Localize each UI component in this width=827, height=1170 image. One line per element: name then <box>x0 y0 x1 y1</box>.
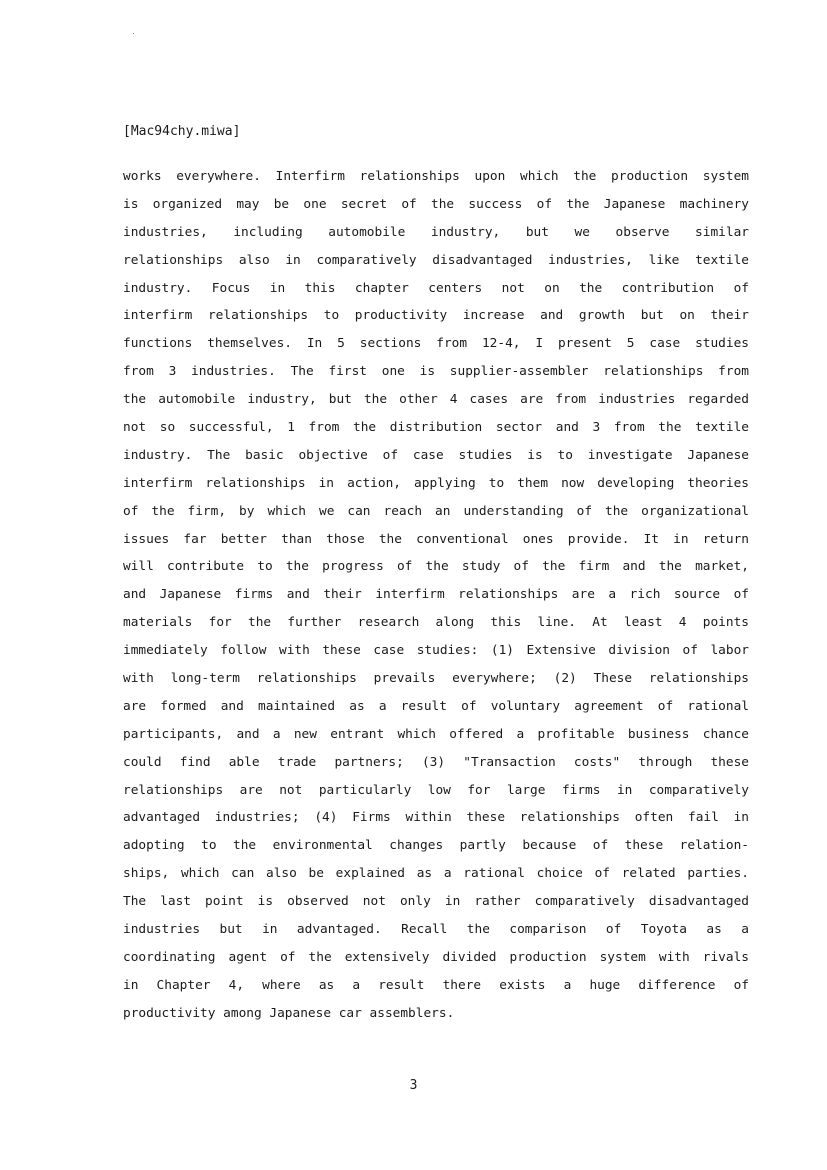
text-line: productivity among Japanese car assemblers. <box>123 1005 455 1021</box>
page-number: 3 <box>409 1078 418 1093</box>
text-line: industry. Focus in this chapter centers not on the contribution of <box>123 280 749 296</box>
text-line: ships, which can also be explained as a rational choice of related parties. <box>123 866 749 882</box>
text-line: will contribute to the progress of the study of the firm and the market, <box>123 559 749 575</box>
text-line: works everywhere. Interfirm relationships upon which the production system <box>123 169 749 184</box>
text-line: industries, including automobile industry, but we observe similar <box>123 224 749 240</box>
text-line: of the firm, by which we can reach an understanding of the organizational <box>123 503 749 519</box>
text-line: the automobile industry, but the other 4 cases are from industries regarded <box>123 392 749 408</box>
text-line: industry. The basic objective of case studies is to investigate Japanese <box>123 447 749 463</box>
text-line: adopting to the environmental changes partly because of these relation- <box>123 838 749 854</box>
scan-speck <box>133 33 134 34</box>
text-line: interfirm relationships to productivity increase and growth but on their <box>123 308 749 324</box>
text-line: not so successful, 1 from the distribution sector and 3 from the textile <box>123 420 749 436</box>
text-line: issues far better than those the conventional ones provide. It in return <box>123 531 749 547</box>
text-line: advantaged industries; (4) Firms within these relationships often fail in <box>123 810 749 826</box>
text-line: and Japanese firms and their interfirm relationships are a rich source of <box>123 587 749 603</box>
text-line: interfirm relationships in action, applying to them now developing theories <box>123 475 749 491</box>
text-line: in Chapter 4, where as a result there exists a huge difference of <box>123 977 749 993</box>
text-line: with long-term relationships prevails everywhere; (2) These relationships <box>123 671 749 687</box>
text-line: from 3 industries. The first one is supplier-assembler relationships from <box>123 364 749 380</box>
text-line: are formed and maintained as a result of voluntary agreement of rational <box>123 698 749 714</box>
text-line: is organized may be one secret of the success of the Japanese machinery <box>123 196 749 212</box>
text-line: relationships also in comparatively disadvantaged industries, like textile <box>123 252 749 268</box>
file-tag: [Mac94chy.miwa] <box>123 124 241 139</box>
text-line: coordinating agent of the extensively divided production system with rivals <box>123 949 749 965</box>
text-line: immediately follow with these case studies: (1) Extensive division of labor <box>123 643 749 659</box>
text-line: participants, and a new entrant which offered a profitable business chance <box>123 726 749 742</box>
text-line: materials for the further research along this line. At least 4 points <box>123 615 749 631</box>
text-line: relationships are not particularly low for large firms in comparatively <box>123 782 749 798</box>
text-line: functions themselves. In 5 sections from 12-4, I present 5 case studies <box>123 336 749 352</box>
text-line: industries but in advantaged. Recall the comparison of Toyota as a <box>123 922 749 938</box>
text-line: The last point is observed not only in rather comparatively disadvantaged <box>123 894 749 910</box>
body-text <box>123 166 749 1031</box>
text-line: could find able trade partners; (3) "Transaction costs" through these <box>123 754 749 770</box>
